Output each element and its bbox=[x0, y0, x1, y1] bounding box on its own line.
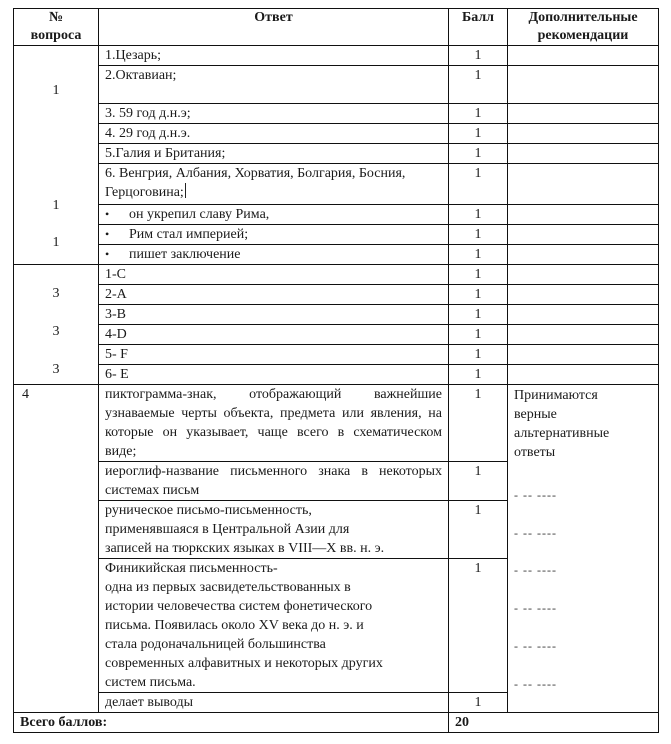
recommendation-cell bbox=[508, 365, 659, 385]
question-4-label-cell: 4 bbox=[14, 385, 99, 713]
answer-cell: 1-C bbox=[99, 265, 449, 285]
total-value: 20 bbox=[449, 713, 659, 733]
answer-cell: руническое письмо-письменность, применявшаяся в Центральной Азии для записей на тюркских языках в VIII—X вв. н. э. bbox=[99, 501, 449, 559]
answer-cell: • Рим стал империей; bbox=[99, 224, 449, 244]
question-label: 3 bbox=[52, 362, 60, 377]
table-row bbox=[14, 325, 659, 345]
dash-line: - -- ---- bbox=[514, 601, 557, 615]
table-row bbox=[14, 244, 659, 264]
header-ball: Балл bbox=[449, 9, 508, 46]
grading-table bbox=[13, 8, 659, 733]
answer-cell: делает выводы bbox=[99, 693, 449, 713]
table-row bbox=[14, 385, 659, 462]
answer-cell: 5- F bbox=[99, 345, 449, 365]
recommendation-cell bbox=[508, 46, 659, 66]
answer-cell: 3-B bbox=[99, 305, 449, 325]
ball-cell: 1 bbox=[449, 305, 508, 325]
ball-cell: 1 bbox=[449, 244, 508, 264]
question-label: 3 bbox=[52, 286, 60, 301]
bullet-icon: • bbox=[105, 206, 110, 221]
bullet-icon: • bbox=[105, 246, 110, 261]
dash-line: - -- ---- bbox=[514, 563, 557, 577]
answer-cell: 4-D bbox=[99, 325, 449, 345]
header-recommendations: Дополнительные рекомендации bbox=[508, 9, 659, 46]
dash-line: - -- ---- bbox=[514, 488, 557, 502]
ball-cell: 1 bbox=[449, 285, 508, 305]
table-row bbox=[14, 144, 659, 164]
answer-cell: • пишет заключение bbox=[99, 244, 449, 264]
recommendation-cell bbox=[508, 104, 659, 124]
table-row bbox=[14, 265, 659, 285]
recommendation-cell bbox=[508, 66, 659, 104]
ball-cell: 1 bbox=[449, 46, 508, 66]
question-label: 1 bbox=[52, 198, 60, 213]
ball-cell: 1 bbox=[449, 66, 508, 104]
ball-cell: 1 bbox=[449, 345, 508, 365]
question-label: 1 bbox=[52, 235, 60, 250]
answer-cell: 2.Октавиан; bbox=[99, 66, 449, 104]
table-row bbox=[14, 124, 659, 144]
recommendation-cell bbox=[508, 244, 659, 264]
table-row bbox=[14, 46, 659, 66]
recommendation-cell bbox=[508, 285, 659, 305]
text-cursor bbox=[185, 183, 186, 198]
bullet-icon: • bbox=[105, 226, 110, 241]
table-row bbox=[14, 224, 659, 244]
recommendation-cell bbox=[508, 325, 659, 345]
table-row bbox=[14, 365, 659, 385]
recommendation-cell-q4 bbox=[508, 385, 659, 713]
question-label: 3 bbox=[52, 324, 60, 339]
ball-cell: 1 bbox=[449, 144, 508, 164]
header-row bbox=[14, 9, 659, 46]
recommendation-cell bbox=[508, 345, 659, 365]
recommendation-text: Принимаются верные альтернативные ответы bbox=[514, 388, 610, 460]
header-answer: Ответ bbox=[99, 9, 449, 46]
recommendation-cell bbox=[508, 124, 659, 144]
recommendation-cell bbox=[508, 224, 659, 244]
ball-cell: 1 bbox=[449, 385, 508, 462]
answer-cell: пиктограмма-знак, отображающий важнейшие узнаваемые черты объекта, предмета или явления, на которые он указывает, чаще всего в схематическом виде; bbox=[99, 385, 449, 462]
table-row bbox=[14, 104, 659, 124]
header-question-number: № вопроса bbox=[14, 9, 99, 46]
recommendation-cell bbox=[508, 204, 659, 224]
answer-cell: 5.Галия и Британия; bbox=[99, 144, 449, 164]
ball-cell: 1 bbox=[449, 559, 508, 693]
ball-cell: 1 bbox=[449, 124, 508, 144]
ball-cell: 1 bbox=[449, 462, 508, 501]
ball-cell: 1 bbox=[449, 365, 508, 385]
answer-cell: Финикийская письменность- одна из первых засвидетельствованных в истории человечества систем фонетического письма. Появилась около XV века до н. э. и стала родоначальницей большинства современных алфавитных и некоторых других систем письма. bbox=[99, 559, 449, 693]
recommendation-cell bbox=[508, 164, 659, 204]
ball-cell: 1 bbox=[449, 325, 508, 345]
table-row bbox=[14, 345, 659, 365]
question-label: 1 bbox=[52, 83, 60, 98]
recommendation-cell bbox=[508, 265, 659, 285]
table-row bbox=[14, 285, 659, 305]
ball-cell: 1 bbox=[449, 224, 508, 244]
table-row bbox=[14, 66, 659, 104]
answer-cell: 4. 29 год д.н.э. bbox=[99, 124, 449, 144]
question-3-label-cell bbox=[14, 265, 99, 385]
answer-cell: иероглиф-название письменного знака в некоторых системах письм bbox=[99, 462, 449, 501]
recommendation-cell bbox=[508, 305, 659, 325]
answer-cell: 3. 59 год д.н.э; bbox=[99, 104, 449, 124]
table-row bbox=[14, 305, 659, 325]
recommendation-cell bbox=[508, 144, 659, 164]
ball-cell: 1 bbox=[449, 164, 508, 204]
ball-cell: 1 bbox=[449, 693, 508, 713]
table-row bbox=[14, 204, 659, 224]
dash-line: - -- ---- bbox=[514, 677, 557, 691]
answer-cell: 2-A bbox=[99, 285, 449, 305]
answer-cell: • он укрепил славу Рима, bbox=[99, 204, 449, 224]
ball-cell: 1 bbox=[449, 265, 508, 285]
dash-line: - -- ---- bbox=[514, 526, 557, 540]
ball-cell: 1 bbox=[449, 501, 508, 559]
ball-cell: 1 bbox=[449, 204, 508, 224]
total-row bbox=[14, 713, 659, 733]
answer-cell[interactable]: 6. Венгрия, Албания, Хорватия, Болгария, Босния, Герцоговина; bbox=[99, 164, 449, 204]
total-label: Всего баллов: bbox=[14, 713, 449, 733]
answer-cell: 1.Цезарь; bbox=[99, 46, 449, 66]
question-1-label-cell bbox=[14, 46, 99, 265]
dash-line: - -- ---- bbox=[514, 639, 557, 653]
answer-cell: 6- E bbox=[99, 365, 449, 385]
ball-cell: 1 bbox=[449, 104, 508, 124]
table-row bbox=[14, 164, 659, 204]
